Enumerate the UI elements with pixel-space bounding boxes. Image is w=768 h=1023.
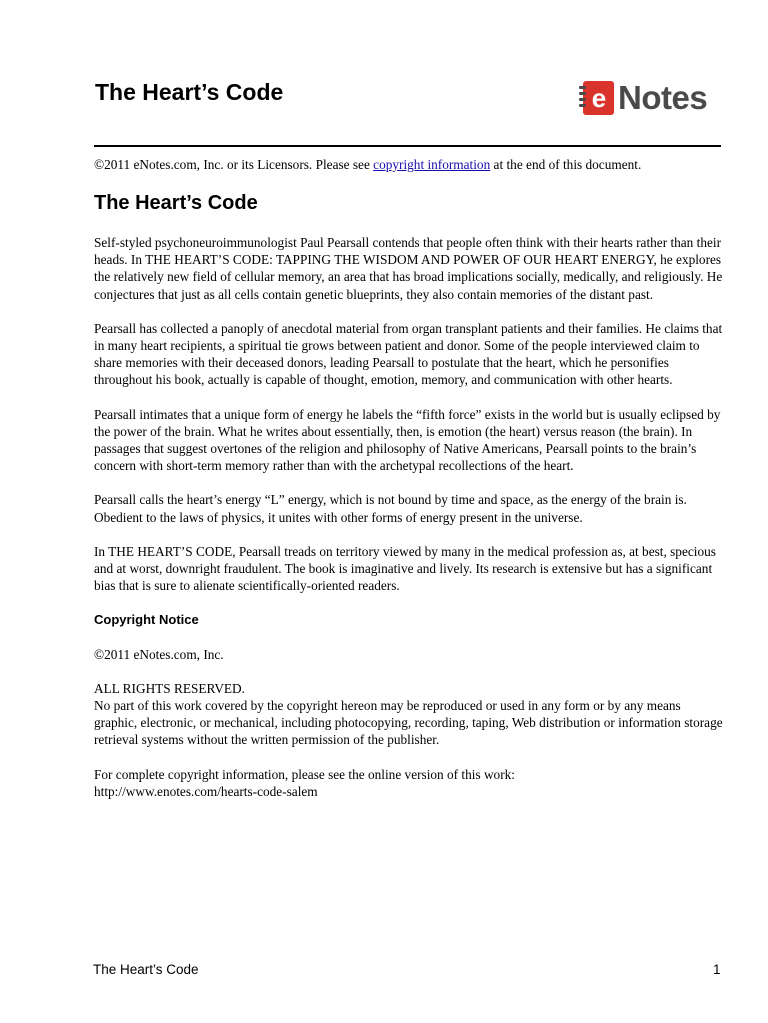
notice-copyright: ©2011 eNotes.com, Inc. xyxy=(94,646,224,662)
paragraph: Pearsall calls the heart’s energy “L” energy, which is not bound by time and space, as the energy of the brain is. Obedient to the laws of physics, it unites with other forms of energy present in the universe. xyxy=(94,492,687,525)
copyright-line-prefix: ©2011 eNotes.com, Inc. or its Licensors. Please see xyxy=(94,157,374,172)
enotes-logo-icon xyxy=(579,80,616,116)
notice-url: http://www.enotes.com/hearts-code-salem xyxy=(94,783,318,799)
paragraph: Self-styled psychoneuroimmunologist Paul Pearsall contends that people often think with their hearts rather than their heads. In THE HEART’S CODE: TAPPING THE WISDOM AND POWER OF OUR HEART ENERGY, he explores the relatively new field of cellular memory, an area that has broad implications socially, medically, and religiously. He conjectures that just as all cells contain genetic blueprints, they also contain memories of the distant past. xyxy=(94,235,723,302)
notice-rights: ALL RIGHTS RESERVED. xyxy=(94,680,245,696)
logo-letter: e xyxy=(591,83,607,113)
copyright-information-link[interactable]: copyright information xyxy=(373,157,491,172)
paragraph: Pearsall has collected a panoply of anecdotal material from organ transplant patients and their families. He claims that in many heart recipients, a spiritual tie grows between patient and donor. Some of the people interviewed claim to share memories with their deceased donors, leading Pearsall to postulate that the heart, which he personifies throughout his book, actually is capable of thought, emotion, memory, and communication with other hearts. xyxy=(94,320,723,388)
page-number: 1 xyxy=(713,962,721,977)
header-divider xyxy=(94,145,721,147)
copyright-notice-heading: Copyright Notice xyxy=(94,612,199,628)
enotes-logo xyxy=(579,80,722,116)
notice-rights-block xyxy=(94,680,724,749)
paragraph: In THE HEART’S CODE, Pearsall treads on territory viewed by many in the medical profession as, at best, specious and at worst, downright fraudulent. The book is imaginative and lively. Its research is extensive but has a significant bias that is sure to alienate scientifically-oriented readers. xyxy=(94,543,716,594)
copyright-line xyxy=(94,156,641,173)
paragraph: Pearsall intimates that a unique form of energy he labels the “fifth force” exists in the world but is usually eclipsed by the power of the brain. What he writes about essentially, then, is emotion (the heart) versus reason (the brain). In passages that suggest overtones of the religion and philosophy of Native Americans, Pearsall points to the brain’s concern with short-term memory rather than with the archetypal recollections of the heart. xyxy=(94,406,721,474)
copyright-line-suffix: at the end of this document. xyxy=(490,157,642,172)
notice-more-info-block xyxy=(94,766,724,800)
footer-title: The Heart’s Code xyxy=(93,962,199,977)
logo-text: Notes xyxy=(618,79,708,116)
document-body xyxy=(94,234,724,817)
header-title: The Heart’s Code xyxy=(95,79,284,105)
notice-terms: No part of this work covered by the copyright hereon may be reproduced or used in any form or by any means graphic, electronic, or mechanical, including photocopying, recording, taping, Web distribution or information storage retrieval systems without the written permission of the publisher. xyxy=(94,698,723,748)
notice-more-info: For complete copyright information, please see the online version of this work: xyxy=(94,766,515,782)
document-title: The Heart’s Code xyxy=(94,192,258,214)
